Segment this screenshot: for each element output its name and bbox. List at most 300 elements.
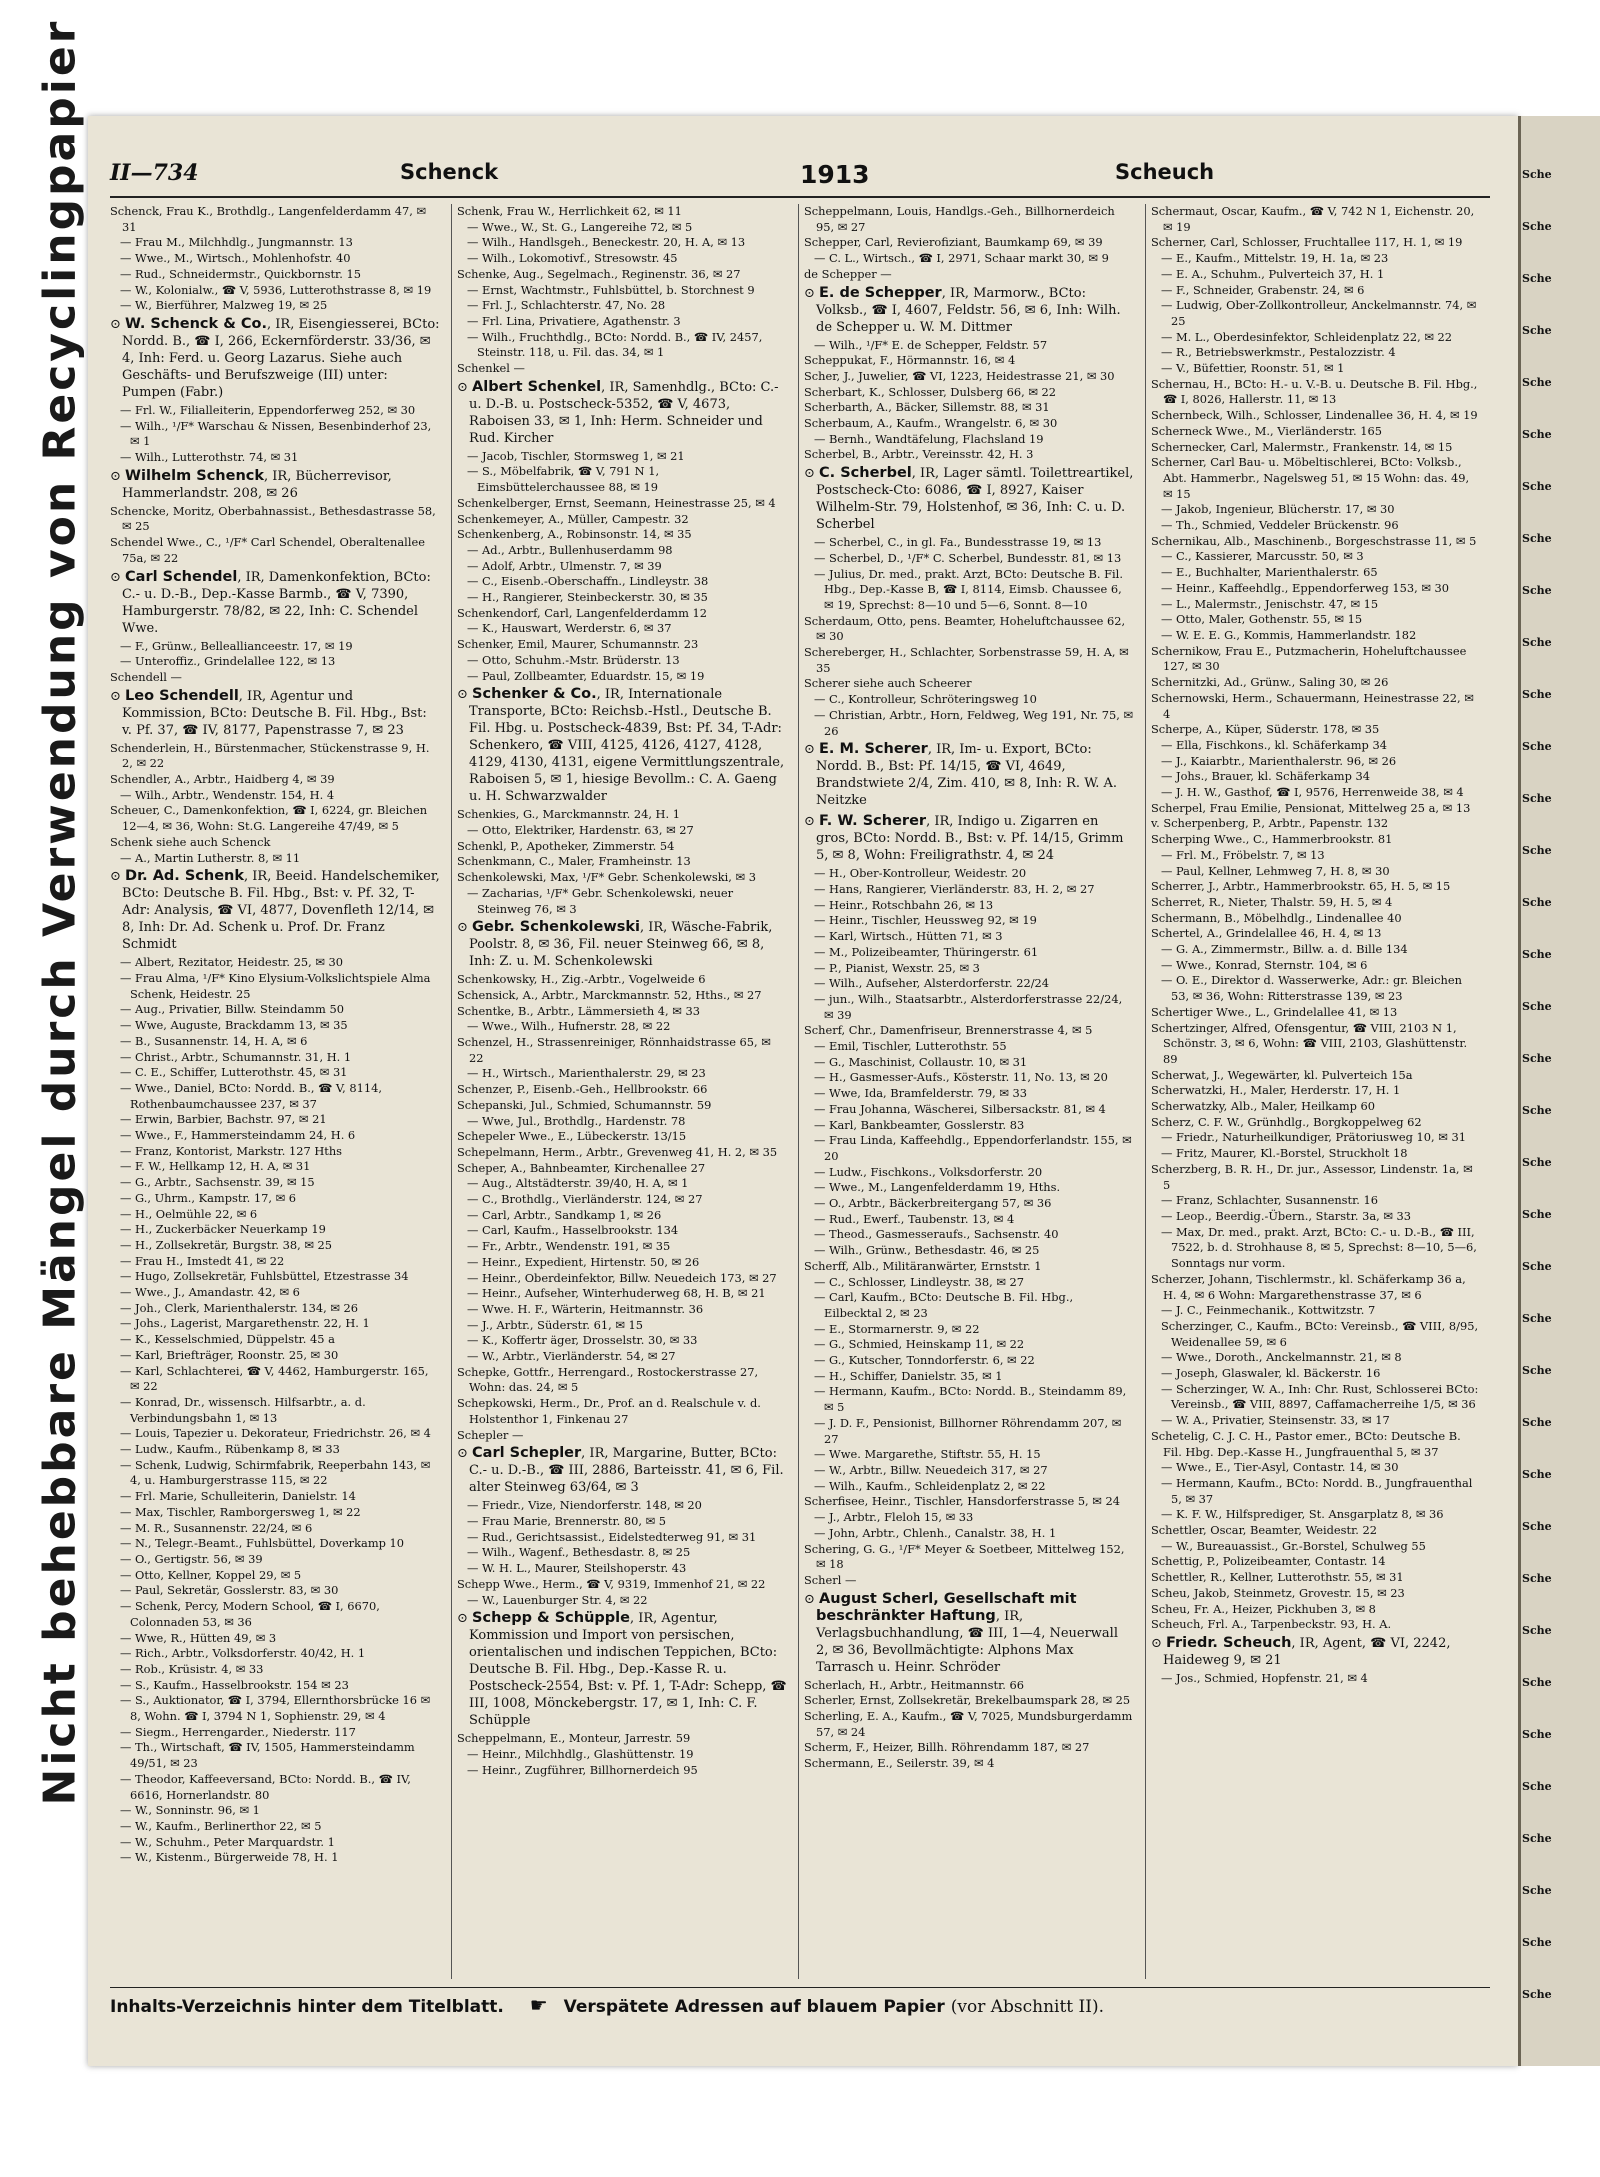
directory-entry: — Hugo, Zollsekretär, Fuhlsbüttel, Etzestrasse 34 xyxy=(120,1269,409,1284)
directory-entry: — Fritz, Maurer, Kl.-Borstel, Struckholt 18 xyxy=(1161,1146,1408,1161)
directory-entry: — G., Arbtr., Sachsenstr. 39, ✉ 15 xyxy=(120,1175,315,1190)
adjacent-page-fragment: Sche xyxy=(1522,1260,1552,1273)
adjacent-page-fragment: Sche xyxy=(1522,688,1552,701)
directory-entry: — Joseph, Glaswaler, kl. Bäckerstr. 16 xyxy=(1161,1366,1381,1381)
page-number: II—734 xyxy=(110,160,199,186)
directory-entry: — Frl. J., Schlachterstr. 47, No. 28 xyxy=(467,298,666,313)
firm-entry xyxy=(804,283,1134,338)
directory-entry: Schenkmann, C., Maler, Framheinstr. 13 xyxy=(457,854,691,869)
directory-entry: Schettig, P., Polizeibeamter, Contastr. 14 xyxy=(1151,1554,1386,1569)
firm-entry xyxy=(457,1608,787,1731)
directory-entry: — Friedr., Naturheilkundiger, Prätoriusweg 10, ✉ 31 xyxy=(1161,1130,1466,1145)
adjacent-page-fragment: Sche xyxy=(1522,1676,1552,1689)
directory-entry: Scherzer, Johann, Tischlermstr., kl. Schäferkamp 36 a, H. 4, ✉ 6 Wohn: Margarethenstrasse 37, ✉ 6 xyxy=(1151,1271,1466,1302)
adjacent-page-fragment: Sche xyxy=(1522,532,1552,545)
firm-entry xyxy=(457,684,787,807)
adjacent-page-fragment: Sche xyxy=(1522,1156,1552,1169)
directory-entry: — Ludw., Kaufm., Rübenkamp 8, ✉ 33 xyxy=(120,1442,340,1457)
directory-entry: Schenk siehe auch Schenck xyxy=(110,834,271,849)
firm-name: Wilhelm Schenck xyxy=(125,467,265,484)
directory-entry: — M. R., Susannenstr. 22/24, ✉ 6 xyxy=(120,1520,313,1535)
adjacent-page-fragment: Sche xyxy=(1522,844,1552,857)
directory-entry: — E., Buchhalter, Marienthalerstr. 65 xyxy=(1161,565,1378,580)
directory-entry: — H., Rangierer, Steinbeckerstr. 30, ✉ 35 xyxy=(467,590,708,605)
directory-entry: — K., Hauswart, Werderstr. 6, ✉ 37 xyxy=(467,621,672,636)
adjacent-page-fragment: Sche xyxy=(1522,896,1552,909)
directory-entry: — H., Zollsekretär, Burgstr. 38, ✉ 25 xyxy=(120,1237,333,1252)
directory-entry: Scherpe, A., Küper, Süderstr. 178, ✉ 35 xyxy=(1151,722,1380,737)
directory-entry: — J., Kaiarbtr., Marienthalerstr. 96, ✉ 26 xyxy=(1161,753,1397,768)
firm-entry xyxy=(110,314,440,403)
directory-entry: — Frl. W., Filialleiterin, Eppendorferweg 252, ✉ 30 xyxy=(120,402,416,417)
directory-entry: Scherpel, Frau Emilie, Pensionat, Mittelweg 25 a, ✉ 13 xyxy=(1151,800,1471,815)
directory-entry: — Wilh., Grünw., Bethesdastr. 46, ✉ 25 xyxy=(814,1243,1040,1258)
firm-entry xyxy=(110,686,440,741)
directory-entry: Schensick, A., Arbtr., Marckmannstr. 52, Hths., ✉ 27 xyxy=(457,987,762,1002)
directory-entry: — Paul, Sekretär, Gosslerstr. 83, ✉ 30 xyxy=(120,1583,339,1598)
directory-entry: Scherwatzky, Alb., Maler, Heilkamp 60 xyxy=(1151,1099,1376,1114)
pointing-hand-icon: ☛ xyxy=(529,1993,548,2017)
firm-entry xyxy=(804,1589,1134,1678)
adjacent-page-fragment: Sche xyxy=(1522,168,1552,181)
directory-entry: — C., Brothdlg., Vierländerstr. 124, ✉ 27 xyxy=(467,1192,703,1207)
directory-entry: — Heinr., Kaffeehdlg., Eppendorferweg 153, ✉ 30 xyxy=(1161,580,1450,595)
directory-entry: — Wwe, R., Hütten 49, ✉ 3 xyxy=(120,1630,277,1645)
directory-entry: — Ad., Arbtr., Bullenhuserdamm 98 xyxy=(467,542,673,557)
recycling-notice-banner xyxy=(0,0,88,2177)
registered-firm-icon: ⊙ xyxy=(804,742,820,758)
directory-entry: Schettler, R., Kellner, Lutterothstr. 55, ✉ 31 xyxy=(1151,1570,1404,1585)
directory-entry: Schenke, Aug., Segelmach., Reginenstr. 36, ✉ 27 xyxy=(457,266,741,281)
directory-entry: Scherbart, K., Schlosser, Dulsberg 66, ✉ 22 xyxy=(804,384,1057,399)
directory-entry: — Scherbel, C., in gl. Fa., Bundesstrasse 19, ✉ 13 xyxy=(814,535,1102,550)
directory-entry: Scherfisee, Heinr., Tischler, Hansdorferstrasse 5, ✉ 24 xyxy=(804,1494,1120,1509)
directory-entry: — Franz, Schlachter, Susannenstr. 16 xyxy=(1161,1193,1379,1208)
directory-column-4 xyxy=(1151,204,1481,1979)
directory-entry: Scheu, Jakob, Steinmetz, Grovestr. 15, ✉ 23 xyxy=(1151,1585,1405,1600)
directory-entry: — John, Arbtr., Chlenh., Canalstr. 38, H. 1 xyxy=(814,1525,1057,1540)
directory-entry: — G., Maschinist, Collaustr. 10, ✉ 31 xyxy=(814,1054,1028,1069)
directory-entry: — Frau Johanna, Wäscherei, Silbersackstr. 81, ✉ 4 xyxy=(814,1101,1106,1116)
directory-entry: — W., Bureauassist., Gr.-Borstel, Schulweg 55 xyxy=(1161,1538,1426,1553)
footer-section-note: (vor Abschnitt II). xyxy=(950,1997,1104,2017)
directory-entry: Schenkolewski, Max, ¹/F* Gebr. Schenkolewski, ✉ 3 xyxy=(457,870,756,885)
firm-name: F. W. Scherer xyxy=(819,813,927,830)
directory-entry: Scherz, C. F. W., Grünhdlg., Borgkoppelweg 62 xyxy=(1151,1114,1422,1129)
recycling-notice-text: Nicht behebbare Mängel durch Verwendung von Recyclingpapier xyxy=(34,18,86,1806)
directory-column-2 xyxy=(457,204,787,1979)
directory-entry: v. Scherpenberg, P., Arbtr., Papenstr. 132 xyxy=(1151,816,1389,831)
directory-entry: — K. F. W., Hilfsprediger, St. Ansgarplatz 8, ✉ 36 xyxy=(1161,1507,1444,1522)
directory-entry: — W., Bierführer, Malzweg 19, ✉ 25 xyxy=(120,298,328,313)
directory-entry: Schepeler Wwe., E., Lübeckerstr. 13/15 xyxy=(457,1129,687,1144)
directory-entry: — Frau Linda, Kaffeehdlg., Eppendorferlandstr. 155, ✉ 20 xyxy=(814,1133,1132,1163)
directory-entry: Scherlach, H., Arbtr., Heitmannstr. 66 xyxy=(804,1677,1024,1692)
directory-entry: — F., Grünw., Belleallianceestr. 17, ✉ 19 xyxy=(120,638,353,653)
directory-entry: — Th., Wirtschaft, ☎ IV, 1505, Hammersteindamm 49/51, ✉ 23 xyxy=(120,1740,415,1771)
directory-entry: — Carl, Kaufm., Hasselbrookstr. 134 xyxy=(467,1223,679,1238)
directory-entry: — S., Auktionator, ☎ I, 3794, Ellernthorsbrücke 16 ✉ 8, Wohn. ☎ I, 3794 N 1, Sophienstr. 29, ✉ 4 xyxy=(120,1693,431,1724)
directory-entry: — Louis, Tapezier u. Dekorateur, Friedrichstr. 26, ✉ 4 xyxy=(120,1426,431,1441)
directory-entry: — E. A., Schuhm., Pulverteich 37, H. 1 xyxy=(1161,266,1385,281)
directory-entry: — S., Kaufm., Hasselbrookstr. 154 ✉ 23 xyxy=(120,1677,349,1692)
directory-entry: — Frau M., Milchhdlg., Jungmannstr. 13 xyxy=(120,235,353,250)
directory-entry: — Frl. Lina, Privatiere, Agathenstr. 3 xyxy=(467,313,681,328)
directory-entry: — G., Uhrm., Kampstr. 17, ✉ 6 xyxy=(120,1190,297,1205)
directory-entry: Schernikow, Frau E., Putzmacherin, Hoheluftchaussee 127, ✉ 30 xyxy=(1151,643,1467,674)
directory-column-1 xyxy=(110,204,440,1979)
directory-entry: — Wwe. H. F., Wärterin, Heitmannstr. 36 xyxy=(467,1301,704,1316)
firm-details: , IR, Im- u. Export, BCto: Nordd. B., Bst: Pf. 14/15, ☎ VI, 4649, Brandstwiete 2/4, Zim. 410, ✉ 8, Inh: R. W. A. Neitzke xyxy=(816,742,1118,809)
directory-entry: — Rob., Krüsistr. 4, ✉ 33 xyxy=(120,1661,264,1676)
firm-details: , IR, Damenkonfektion, BCto: C.- u. D.-B., Dep.-Kasse Barmb., ☎ V, 7390, Hamburgerstr. 78/82, ✉ 22, Inh: C. Schendel Wwe. xyxy=(122,569,431,636)
directory-entry: Scheppukat, F., Hörmannstr. 16, ✉ 4 xyxy=(804,353,1016,368)
directory-entry: — Scherzinger, W. A., Inh: Chr. Rust, Schlosserei BCto: Vereinsb., ☎ VIII, 8897, Caffamacherreihe 1/5, ✉ 36 xyxy=(1161,1381,1479,1412)
firm-name: Carl Schendel xyxy=(125,568,238,585)
directory-entry: — G. A., Zimmermstr., Billw. a. d. Bille 134 xyxy=(1161,942,1408,957)
adjacent-page-fragment: Sche xyxy=(1522,1312,1552,1325)
firm-name: Dr. Ad. Schenk xyxy=(125,868,245,885)
directory-entry: — A., Martin Lutherstr. 8, ✉ 11 xyxy=(120,850,301,865)
registered-firm-icon: ⊙ xyxy=(804,1591,820,1607)
page-header xyxy=(110,160,1490,188)
directory-entry: — Aug., Altstädterstr. 39/40, H. A, ✉ 1 xyxy=(467,1176,689,1191)
directory-entry: Schermaut, Oscar, Kaufm., ☎ V, 742 N 1, Eichenstr. 20, ✉ 19 xyxy=(1151,204,1475,234)
directory-entry: — Frau Marie, Brennerstr. 80, ✉ 5 xyxy=(467,1514,667,1528)
directory-entry: — Scherbel, D., ¹/F* C. Scherbel, Bundesstr. 81, ✉ 13 xyxy=(814,550,1122,565)
directory-entry: — Otto, Maler, Gothenstr. 55, ✉ 15 xyxy=(1161,612,1363,627)
adjacent-page-fragment: Sche xyxy=(1522,740,1552,753)
directory-entry: — Aug., Privatier, Billw. Steindamm 50 xyxy=(120,1002,344,1017)
registered-firm-icon: ⊙ xyxy=(110,569,126,585)
directory-column-3 xyxy=(804,204,1134,1979)
directory-entry: — Jacob, Tischler, Stormsweg 1, ✉ 21 xyxy=(467,448,685,463)
directory-entry: Schereberger, H., Schlachter, Sorbenstrasse 59, H. A, ✉ 35 xyxy=(804,645,1129,675)
directory-entry: Scherner, Carl, Schlosser, Fruchtallee 117, H. 1, ✉ 19 xyxy=(1151,235,1463,250)
directory-entry: — Theodor, Kaffeeversand, BCto: Nordd. B., ☎ IV, 6616, Hornerlandstr. 80 xyxy=(120,1771,411,1802)
directory-entry: Scheuer, C., Damenkonfektion, ☎ I, 6224, gr. Bleichen 12—4, ✉ 36, Wohn: St.G. Langereihe 47/49, ✉ 5 xyxy=(110,803,428,834)
firm-details: , IR, Bücherrevisor, Hammerlandstr. 208, ✉ 26 xyxy=(122,468,392,501)
adjacent-page-fragment: Sche xyxy=(1522,1572,1552,1585)
firm-name: E. M. Scherer xyxy=(819,741,928,758)
directory-entry: — W., Lauenburger Str. 4, ✉ 22 xyxy=(467,1592,648,1607)
directory-entry: Scherwat, J., Wegewärter, kl. Pulverteich 15a xyxy=(1151,1067,1413,1082)
directory-entry: — Jakob, Ingenieur, Blücherstr. 17, ✉ 30 xyxy=(1161,502,1395,517)
directory-entry: — Wilh., ¹/F* Warschau & Nissen, Besenbinderhof 23, ✉ 1 xyxy=(120,418,432,449)
directory-entry: Schendler, A., Arbtr., Haidberg 4, ✉ 39 xyxy=(110,772,335,787)
directory-entry: — S., Möbelfabrik, ☎ V, 791 N 1, Eimsbüttelerchaussee 88, ✉ 19 xyxy=(467,464,660,495)
directory-entry: Schepelmann, Herm., Arbtr., Grevenweg 41, H. 2, ✉ 35 xyxy=(457,1144,778,1159)
directory-entry: — J. D. F., Pensionist, Billhorner Röhrendamm 207, ✉ 27 xyxy=(814,1415,1122,1446)
firm-details: , IR, Lager sämtl. Toilettreartikel, Postscheck-Cto: 6086, ☎ I, 8927, Kaiser Wilhelm-Str. 79, Holstenhof, ✉ 36, Inh: C. u. D. Scherbel xyxy=(816,466,1134,533)
directory-entry: — Wwe., Daniel, BCto: Nordd. B., ☎ V, 8114, Rothenbaumchaussee 237, ✉ 37 xyxy=(120,1080,383,1111)
directory-entry: Schenkenberg, A., Robinsonstr. 14, ✉ 35 xyxy=(457,527,692,542)
adjacent-page-fragment: Sche xyxy=(1522,1416,1552,1429)
directory-entry: Scheuch, Frl. A., Tarpenbeckstr. 93, H. A. xyxy=(1151,1617,1392,1632)
directory-entry: — Wilh., ¹/F* E. de Schepper, Feldstr. 57 xyxy=(814,337,1048,352)
registered-firm-icon: ⊙ xyxy=(804,285,820,301)
directory-entry: — Wwe, Ida, Bramfelderstr. 79, ✉ 33 xyxy=(814,1086,1028,1101)
directory-entry: Schernikau, Alb., Maschinenb., Borgeschstrasse 11, ✉ 5 xyxy=(1151,533,1477,548)
firm-details: , IR, Agentur, Kommission und Import von persischen, orientalischen und indischen Teppichen, BCto: Deutsche B. Fil. Hbg., Dep.-Kasse R. u. Postscheck-2554, Bst: v. Pf. 1, T-Adr: Schepp, ☎ III, 1008, Mönckebergstr. 17, ✉ 1, Inh: C. F. Schüpple xyxy=(469,1611,787,1729)
directory-entry: — M., Polizeibeamter, Thüringerstr. 61 xyxy=(814,944,1039,959)
directory-entry: — C., Eisenb.-Oberschaffn., Lindleystr. 38 xyxy=(467,574,709,589)
directory-entry: — W., Arbtr., Vierländerstr. 54, ✉ 27 xyxy=(467,1349,676,1364)
directory-entry: — Karl, Briefträger, Roonstr. 25, ✉ 30 xyxy=(120,1347,339,1362)
directory-entry: — R., Betriebswerkmstr., Pestalozzistr. 4 xyxy=(1161,345,1396,360)
adjacent-page-fragment: Sche xyxy=(1522,1832,1552,1845)
directory-entry: — Theod., Gasmesseraufs., Sachsenstr. 40 xyxy=(814,1227,1059,1242)
firm-details: , IR, Samenhdlg., BCto: C.- u. D.-B. u. Postscheck-5352, ☎ V, 4673, Raboisen 33, ✉ 1, Inh: Herm. Schneider und Rud. Kircher xyxy=(469,379,779,446)
directory-entry: — Wwe., M., Langenfelderdamm 19, Hths. xyxy=(814,1180,1061,1195)
directory-entry: Schenck, Frau K., Brothdlg., Langenfelderdamm 47, ✉ 31 xyxy=(110,204,426,234)
directory-entry: Schepler — xyxy=(457,1427,524,1442)
directory-entry: Scherbel, B., Arbtr., Vereinsstr. 42, H. 3 xyxy=(804,447,1034,462)
firm-entry xyxy=(804,463,1134,535)
directory-entry: — Otto, Schuhm.-Mstr. Brüderstr. 13 xyxy=(467,652,680,667)
adjacent-page-fragment: Sche xyxy=(1522,1728,1552,1741)
registered-firm-icon: ⊙ xyxy=(1151,1635,1167,1651)
directory-entry: — Wwe., F., Hammersteindamm 24, H. 6 xyxy=(120,1128,356,1143)
directory-entry: — W. E. E. G., Kommis, Hammerlandstr. 182 xyxy=(1161,627,1417,642)
directory-entry: — Rud., Ewerf., Taubenstr. 13, ✉ 4 xyxy=(814,1211,1015,1226)
directory-entry: Scherling, E. A., Kaufm., ☎ V, 7025, Mundsburgerdamm 57, ✉ 24 xyxy=(804,1709,1133,1739)
firm-name: Schepp & Schüpple xyxy=(472,1610,630,1627)
directory-entry: — Unteroffiz., Grindelallee 122, ✉ 13 xyxy=(120,654,336,669)
directory-entry: — Karl, Schlachterei, ☎ V, 4462, Hamburgerstr. 165, ✉ 22 xyxy=(120,1363,429,1394)
adjacent-page-fragment: Sche xyxy=(1522,428,1552,441)
directory-entry: Schenkowsky, H., Zig.-Arbtr., Vogelweide 6 xyxy=(457,972,706,987)
directory-entry: — Wilh., Lutterothstr. 74, ✉ 31 xyxy=(120,450,299,465)
directory-entry: — Frau Alma, ¹/F* Kino Elysium-Volkslichtspiele Alma Schenk, Heidestr. 25 xyxy=(120,970,431,1001)
directory-entry: Schernau, H., BCto: H.- u. V.-B. u. Deutsche B. Fil. Hbg., ☎ I, 8026, Hallerstr. 11, ✉ 13 xyxy=(1151,376,1478,407)
firm-details: , IR, Margarine, Butter, BCto: C.- u. D.-B., ☎ III, 2886, Barteisstr. 41, ✉ 6, Fil. alter Steinweg 63/64, ✉ 3 xyxy=(469,1446,784,1496)
directory-entry: — Joh., Clerk, Marienthalerstr. 134, ✉ 26 xyxy=(120,1300,358,1315)
firm-name: Albert Schenkel xyxy=(472,378,602,395)
directory-entry: — Otto, Elektriker, Hardenstr. 63, ✉ 27 xyxy=(467,822,694,837)
adjacent-page-fragment: Sche xyxy=(1522,324,1552,337)
directory-entry: — Wwe. Margarethe, Stiftstr. 55, H. 15 xyxy=(814,1447,1041,1462)
directory-entry: — K., Kesselschmied, Düppelstr. 45 a xyxy=(120,1332,335,1347)
directory-entry: Schenkies, G., Marckmannstr. 24, H. 1 xyxy=(457,807,680,822)
directory-entry: — Heinr., Zugführer, Billhornerdeich 95 xyxy=(467,1762,698,1777)
directory-entry: — H., Ober-Kontrolleur, Weidestr. 20 xyxy=(814,866,1027,881)
directory-entry: — Karl, Bankbeamter, Gosslerstr. 83 xyxy=(814,1117,1025,1132)
directory-entry: — Rich., Arbtr., Volksdorferstr. 40/42, H. 1 xyxy=(120,1646,366,1661)
directory-entry: — O., Gertigstr. 56, ✉ 39 xyxy=(120,1552,263,1566)
directory-entry: — Wwe., Konrad, Sternstr. 104, ✉ 6 xyxy=(1161,957,1368,972)
directory-entry: — Wwe., Wilh., Hufnerstr. 28, ✉ 22 xyxy=(467,1019,671,1034)
directory-entry: — E., Kaufm., Mittelstr. 19, H. 1a, ✉ 23 xyxy=(1161,251,1389,266)
directory-entry: — Siegm., Herrengarder., Niederstr. 117 xyxy=(120,1724,356,1739)
directory-entry: Scherping Wwe., C., Hammerbrookstr. 81 xyxy=(1151,832,1393,847)
adjacent-page-fragment: Sche xyxy=(1522,1468,1552,1481)
directory-entry: Scherff, Alb., Militäranwärter, Ernststr. 1 xyxy=(804,1258,1042,1273)
directory-entry: Scherdaum, Otto, pens. Beamter, Hoheluftchaussee 62, ✉ 30 xyxy=(804,613,1126,644)
directory-entry: — Hans, Rangierer, Vierländerstr. 83, H. 2, ✉ 27 xyxy=(814,881,1095,896)
directory-entry: Schenk, Frau W., Herrlichkeit 62, ✉ 11 xyxy=(457,204,682,218)
directory-entry: — Schenk, Ludwig, Schirmfabrik, Reeperbahn 143, ✉ 4, u. Hamburgerstrasse 115, ✉ 22 xyxy=(120,1457,431,1488)
directory-entry: — Ludwig, Ober-Zollkontrolleur, Anckelmannstr. 74, ✉ 25 xyxy=(1161,298,1477,328)
directory-entry: Schepanski, Jul., Schmied, Schumannstr. 59 xyxy=(457,1097,712,1112)
adjacent-page-fragment: Sche xyxy=(1522,1364,1552,1377)
page-footer xyxy=(110,1993,1490,2019)
directory-entry: — Karl, Wirtsch., Hütten 71, ✉ 3 xyxy=(814,929,1003,944)
directory-entry: — Ludw., Fischkons., Volksdorferstr. 20 xyxy=(814,1164,1043,1179)
directory-entry: Schendel Wwe., C., ¹/F* Carl Schendel, Oberaltenallee 75a, ✉ 22 xyxy=(110,535,425,565)
adjacent-page-fragment: Sche xyxy=(1522,1780,1552,1793)
directory-entry: Schepper, Carl, Revierofiziant, Baumkamp 69, ✉ 39 xyxy=(804,235,1103,250)
directory-entry: — Frl. Marie, Schulleiterin, Danielstr. 14 xyxy=(120,1489,356,1504)
firm-entry xyxy=(457,917,787,972)
directory-entry: Schenzel, H., Strassenreiniger, Rönnhaidstrasse 65, ✉ 22 xyxy=(457,1035,771,1065)
registered-firm-icon: ⊙ xyxy=(457,687,473,703)
directory-entry: Schertzinger, Alfred, Ofensgentur, ☎ VIII, 2103 N 1, Schönstr. 3, ✉ 6, Wohn: ☎ VIII, 2103, Glashüttenstr. 89 xyxy=(1151,1020,1468,1066)
directory-entry: — F., Schneider, Grabenstr. 24, ✉ 6 xyxy=(1161,282,1365,297)
firm-name: Schenker & Co. xyxy=(472,686,597,703)
directory-entry: — Wwe., M., Wirtsch., Mohlenhofstr. 40 xyxy=(120,251,351,266)
directory-entry: — W., Arbtr., Billw. Neuedeich 317, ✉ 27 xyxy=(814,1463,1048,1477)
directory-entry: — Fr., Arbtr., Wendenstr. 191, ✉ 35 xyxy=(467,1239,671,1254)
directory-entry: Scherf, Chr., Damenfriseur, Brennerstrasse 4, ✉ 5 xyxy=(804,1023,1093,1038)
firm-entry xyxy=(804,811,1134,866)
directory-entry: — G., Kutscher, Tonndorferstr. 6, ✉ 22 xyxy=(814,1353,1035,1368)
directory-entry: Schenzer, P., Eisenb.-Geh., Hellbrookstr. 66 xyxy=(457,1082,708,1097)
registered-firm-icon: ⊙ xyxy=(457,1611,473,1627)
directory-entry: Scherm, F., Heizer, Billh. Röhrendamm 187, ✉ 27 xyxy=(804,1740,1090,1755)
directory-entry: — W., Sonninstr. 96, ✉ 1 xyxy=(120,1803,260,1818)
directory-entry: Schermann, B., Möbelhdlg., Lindenallee 40 xyxy=(1151,910,1402,925)
directory-entry: — Wwe., E., Tier-Asyl, Contastr. 14, ✉ 30 xyxy=(1161,1460,1399,1475)
directory-entry: — B., Susannenstr. 14, H. A, ✉ 6 xyxy=(120,1033,308,1048)
firm-details: , IR, Internationale Transporte, BCto: Reichsb.-Hstl., Deutsche B. Fil. Hbg. u. Postscheck-4839, Bst: Pf. 34, T-Adr: Schenkero, ☎ VIII, 4125, 4126, 4127, 4128, 4129, 4130, 4131, eigene Vermittlungszentrale, Raboisen 5, ✉ 1, hiesige Bevollm.: C. A. Gaeng u. H. Schwarzwalder xyxy=(469,687,785,805)
adjacent-page-fragment: Sche xyxy=(1522,220,1552,233)
directory-entry: Scherneck Wwe., M., Vierländerstr. 165 xyxy=(1151,423,1382,438)
directory-entry: Scher, J., Juwelier, ☎ VI, 1223, Heidestrasse 21, ✉ 30 xyxy=(804,368,1115,383)
directory-entry: — W. H. L., Maurer, Steilshoperstr. 43 xyxy=(467,1561,687,1576)
directory-entry: — Erwin, Barbier, Bachstr. 97, ✉ 21 xyxy=(120,1112,327,1127)
directory-entry: — Schenk, Percy, Modern School, ☎ I, 6670, Colonnaden 53, ✉ 36 xyxy=(120,1599,380,1629)
adjacent-page-edge xyxy=(1518,116,1600,2066)
directory-entry: Schernecker, Carl, Malermstr., Frankenstr. 14, ✉ 15 xyxy=(1151,439,1453,454)
directory-entry: — Heinr., Milchhdlg., Glashüttenstr. 19 xyxy=(467,1746,694,1761)
directory-entry: — Wilh., Handlsgeh., Beneckestr. 20, H. A, ✉ 13 xyxy=(467,235,746,250)
directory-entry: Scheppelmann, Louis, Handlgs.-Geh., Billhornerdeich 95, ✉ 27 xyxy=(804,204,1115,234)
directory-entry: Scheppelmann, E., Monteur, Jarrestr. 59 xyxy=(457,1731,691,1746)
directory-entry: Scherzinger, C., Kaufm., BCto: Vereinsb., ☎ VIII, 8/95, Weidenallee 59, ✉ 6 xyxy=(1161,1318,1479,1349)
directory-entry: Schertiger Wwe., L., Grindelallee 41, ✉ 13 xyxy=(1151,1004,1398,1019)
registered-firm-icon: ⊙ xyxy=(110,468,126,484)
firm-details: , IR, Marmorw., BCto: Volksb., ☎ I, 4607, Feldstr. 56, ✉ 6, Inh: Wilh. de Schepper u. W. M. Dittmer xyxy=(816,285,1121,335)
directory-entry: — Leop., Beerdig.-Übern., Starstr. 3a, ✉ 33 xyxy=(1161,1209,1412,1223)
directory-entry: — Wwe., Doroth., Anckelmannstr. 21, ✉ 8 xyxy=(1161,1350,1402,1365)
firm-entry xyxy=(110,866,440,955)
adjacent-page-fragment: Sche xyxy=(1522,1208,1552,1221)
footer-rule xyxy=(110,1987,1490,1988)
directory-entry: Schettler, Oscar, Beamter, Weidestr. 22 xyxy=(1151,1523,1378,1538)
directory-entry: — H., Schiffer, Danielstr. 35, ✉ 1 xyxy=(814,1368,1003,1383)
directory-entry: — W., Kaufm., Berlinerthor 22, ✉ 5 xyxy=(120,1818,322,1833)
adjacent-page-fragment: Sche xyxy=(1522,1884,1552,1897)
registered-firm-icon: ⊙ xyxy=(110,869,126,885)
directory-entry: — Wwe., W., St. G., Langereihe 72, ✉ 5 xyxy=(467,219,693,234)
directory-entry: — Ella, Fischkons., kl. Schäferkamp 34 xyxy=(1161,737,1387,752)
directory-entry: — Max, Tischler, Ramborgersweg 1, ✉ 22 xyxy=(120,1504,361,1519)
directory-entry: — H., Oelmühle 22, ✉ 6 xyxy=(120,1206,258,1221)
firm-details: , IR, Verlagsbuchhandlung, ☎ III, 1—4, Neuerwall 2, ✉ 36, Bevollmächtigte: Alphons Max Tarrasch u. Heinr. Schröder xyxy=(816,1608,1119,1675)
directory-year: 1913 xyxy=(800,160,870,189)
directory-entry: — Carl, Arbtr., Sandkamp 1, ✉ 26 xyxy=(467,1207,662,1222)
registered-firm-icon: ⊙ xyxy=(804,814,820,830)
directory-entry: — Bernh., Wandtäfelung, Flachsland 19 xyxy=(814,431,1044,446)
directory-entry: Schenkelberger, Ernst, Seemann, Heinestrasse 25, ✉ 4 xyxy=(457,495,776,510)
directory-entry: — Konrad, Dr., wissensch. Hilfsarbtr., a. d. Verbindungsbahn 1, ✉ 13 xyxy=(120,1394,366,1425)
directory-entry: — Adolf, Arbtr., Ulmenstr. 7, ✉ 39 xyxy=(467,558,662,573)
directory-entry: Scherbarth, A., Bäcker, Sillemstr. 88, ✉ 31 xyxy=(804,400,1050,415)
registered-firm-icon: ⊙ xyxy=(110,688,126,704)
directory-entry: Schepp Wwe., Herm., ☎ V, 9319, Immenhof 21, ✉ 22 xyxy=(457,1576,766,1591)
firm-details: , IR, Eisengiesserei, BCto: Nordd. B., ☎ I, 266, Eckernförderstr. 33/36, ✉ 4, Inh: Ferd. u. Georg Lazarus. Siehe auch Geschäfts- und Berufszweige (III) unter: Pumpen (Fabr.) xyxy=(122,316,440,400)
directory-entry: — W. A., Privatier, Steinsenstr. 33, ✉ 17 xyxy=(1161,1413,1390,1428)
directory-entry: — Friedr., Vize, Niendorferstr. 148, ✉ 20 xyxy=(467,1498,702,1513)
directory-entry: — Julius, Dr. med., prakt. Arzt, BCto: Deutsche B. Fil. Hbg., Dep.-Kasse B, ☎ I, 8114, Eimsb. Chaussee 6, ✉ 19, Sprechst: 8—10 und 5—6, Sonnt. 8—10 xyxy=(814,566,1123,612)
directory-entry: — Wwe, Auguste, Brackdamm 13, ✉ 35 xyxy=(120,1018,348,1033)
directory-entry: Schenkendorf, Carl, Langenfelderdamm 12 xyxy=(457,605,707,620)
adjacent-page-fragment: Sche xyxy=(1522,1936,1552,1949)
directory-entry: — Christian, Arbtr., Horn, Feldweg, Weg 191, Nr. 75, ✉ 26 xyxy=(814,707,1134,738)
directory-entry: Schepkowski, Herm., Dr., Prof. an d. Realschule v. d. Holstenthor 1, Finkenau 27 xyxy=(457,1396,761,1426)
directory-entry: — O. E., Direktor d. Wasserwerke, Adr.: gr. Bleichen 53, ✉ 36, Wohn: Ritterstrasse 139, ✉ 23 xyxy=(1161,973,1462,1004)
directory-entry: — Wilh., Kaufm., Schleidenplatz 2, ✉ 22 xyxy=(814,1478,1046,1493)
directory-entry: — G., Schmied, Heinskamp 11, ✉ 22 xyxy=(814,1337,1025,1352)
directory-entry: Schermann, E., Seilerstr. 39, ✉ 4 xyxy=(804,1756,995,1771)
directory-entry: — E., Stormarnerstr. 9, ✉ 22 xyxy=(814,1321,980,1336)
directory-entry: Schendell — xyxy=(110,669,182,684)
directory-entry: Scherbaum, A., Kaufm., Wrangelstr. 6, ✉ 30 xyxy=(804,416,1058,431)
directory-entry: — Wwe., J., Amandastr. 42, ✉ 6 xyxy=(120,1285,300,1300)
directory-entry: — Wwe, Jul., Brothdlg., Hardenstr. 78 xyxy=(467,1113,686,1128)
directory-entry: — Heinr., Tischler, Heussweg 92, ✉ 19 xyxy=(814,913,1037,928)
directory-entry: — C. E., Schiffer, Lutterothstr. 45, ✉ 31 xyxy=(120,1065,348,1080)
firm-name: Leo Schendell xyxy=(125,687,239,704)
footer-late-addresses-note: Verspätete Adressen auf blauem Papier xyxy=(563,1997,945,2017)
directory-entry: — C., Kontrolleur, Schröteringsweg 10 xyxy=(814,692,1037,707)
directory-entry: — Frl. M., Fröbelstr. 7, ✉ 13 xyxy=(1161,847,1325,862)
registered-firm-icon: ⊙ xyxy=(804,466,820,482)
directory-entry: — Wilh., Lokomotivf., Stresowstr. 45 xyxy=(467,251,678,266)
directory-entry: — Heinr., Expedient, Hirtenstr. 50, ✉ 26 xyxy=(467,1254,700,1269)
directory-entry: — Jos., Schmied, Hopfenstr. 21, ✉ 4 xyxy=(1161,1670,1368,1685)
registered-firm-icon: ⊙ xyxy=(457,1446,473,1462)
directory-entry: — N., Telegr.-Beamt., Fuhlsbüttel, Doverkamp 10 xyxy=(120,1536,405,1551)
directory-entry: — J. C., Feinmechanik., Kottwitzstr. 7 xyxy=(1161,1303,1376,1318)
page-edge-shadow xyxy=(1518,116,1521,2066)
directory-entry: Schenkemeyer, A., Müller, Campestr. 32 xyxy=(457,511,689,526)
directory-entry: — Christ., Arbtr., Schumannstr. 31, H. 1 xyxy=(120,1049,352,1064)
directory-entry: — Max, Dr. med., prakt. Arzt, BCto: C.- u. D.-B., ☎ III, 7522, b. d. Strohhause 8, ✉ 5, Sprechst: 8—10, 5—6, Sonntags nur vorm. xyxy=(1161,1224,1477,1271)
firm-details: , IR, Indigo u. Zigarren en gros, BCto: Nordd. B., Bst: v. Pf. 14/15, Grimm 5, ✉ 8, Wohn: Freiligrathstr. 4, ✉ 24 xyxy=(816,814,1124,864)
directory-entry: — Otto, Kellner, Koppel 29, ✉ 5 xyxy=(120,1567,302,1582)
directory-entry: — Wilh., Wagenf., Bethesdastr. 8, ✉ 25 xyxy=(467,1545,691,1560)
directory-entry: — Paul, Kellner, Lehmweg 7, H. 8, ✉ 30 xyxy=(1161,863,1390,878)
directory-entry: — W., Schuhm., Peter Marquardstr. 1 xyxy=(120,1834,335,1849)
directory-entry: — M. L., Oberdesinfektor, Schleidenplatz 22, ✉ 22 xyxy=(1161,329,1452,344)
directory-entry: — V., Büfettier, Roonstr. 51, ✉ 1 xyxy=(1161,361,1345,376)
directory-entry: — J., Arbtr., Süderstr. 61, ✉ 15 xyxy=(467,1317,644,1332)
directory-entry: Schertel, A., Grindelallee 46, H. 4, ✉ 13 xyxy=(1151,926,1382,941)
adjacent-page-fragment: Sche xyxy=(1522,792,1552,805)
directory-entry: Schetelig, C. J. C. H., Pastor emer., BCto: Deutsche B. Fil. Hbg. Dep.-Kasse H., Jungfrauenthal 5, ✉ 37 xyxy=(1151,1428,1461,1459)
